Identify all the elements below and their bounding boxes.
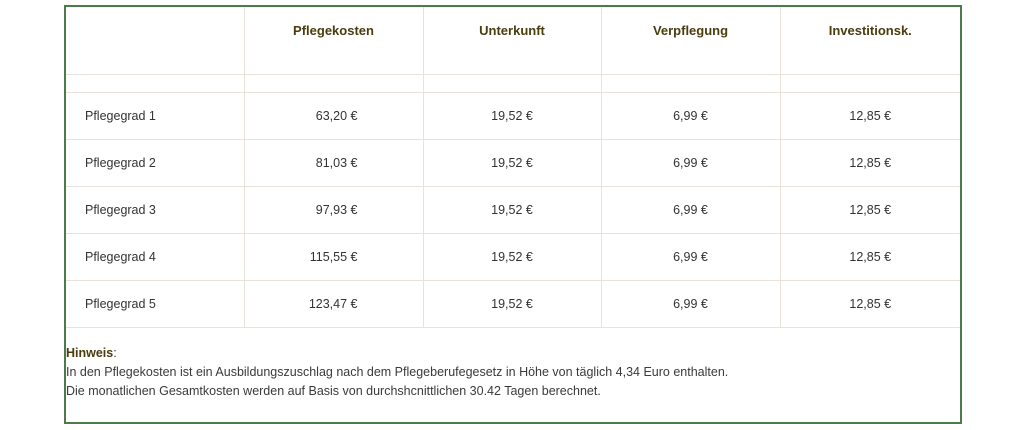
- note-colon: :: [113, 346, 117, 360]
- spacer-cell: [423, 74, 601, 92]
- table-row: [66, 280, 960, 327]
- table-row: [66, 186, 960, 233]
- spacer-cell: [601, 74, 780, 92]
- cell-investitionskosten: 12,85 €: [780, 92, 960, 139]
- cost-table: [66, 7, 960, 328]
- note-line-2: Die monatlichen Gesamtkosten werden auf Basis von durchshcnittlichen 30.42 Tagen berechnet.: [66, 384, 601, 398]
- spacer-row: [66, 74, 960, 92]
- cell-verpflegung: 6,99 €: [601, 233, 780, 280]
- cell-verpflegung: 6,99 €: [601, 139, 780, 186]
- header-pflegekosten: Pflegekosten: [244, 7, 423, 74]
- row-label: Pflegegrad 3: [66, 186, 244, 233]
- note-heading: [66, 344, 946, 363]
- cell-verpflegung: 6,99 €: [601, 186, 780, 233]
- spacer-cell: [244, 74, 423, 92]
- header-unterkunft: Unterkunft: [423, 7, 601, 74]
- note-section: [66, 344, 946, 401]
- row-label: Pflegegrad 5: [66, 280, 244, 327]
- cell-unterkunft: 19,52 €: [423, 233, 601, 280]
- header-empty: [66, 7, 244, 74]
- row-label: Pflegegrad 2: [66, 139, 244, 186]
- cell-verpflegung: 6,99 €: [601, 280, 780, 327]
- note-title: Hinweis: [66, 346, 114, 360]
- cell-unterkunft: 19,52 €: [423, 186, 601, 233]
- table-row: [66, 233, 960, 280]
- table-row: [66, 92, 960, 139]
- cell-pflegekosten: 115,55 €: [244, 233, 423, 280]
- cell-unterkunft: 19,52 €: [423, 139, 601, 186]
- cell-pflegekosten: 123,47 €: [244, 280, 423, 327]
- spacer-cell: [780, 74, 960, 92]
- note-line-1: In den Pflegekosten ist ein Ausbildungszuschlag nach dem Pflegeberufegesetz in Höhe von täglich 4,34 Euro enthalten.: [66, 365, 729, 379]
- spacer-cell: [66, 74, 244, 92]
- row-label: Pflegegrad 1: [66, 92, 244, 139]
- table-row: [66, 139, 960, 186]
- cell-verpflegung: 6,99 €: [601, 92, 780, 139]
- cell-pflegekosten: 97,93 €: [244, 186, 423, 233]
- cell-unterkunft: 19,52 €: [423, 280, 601, 327]
- row-label: Pflegegrad 4: [66, 233, 244, 280]
- pricing-panel: [64, 5, 962, 424]
- cell-unterkunft: 19,52 €: [423, 92, 601, 139]
- table-header-row: [66, 7, 960, 74]
- cell-investitionskosten: 12,85 €: [780, 186, 960, 233]
- cell-pflegekosten: 63,20 €: [244, 92, 423, 139]
- cell-investitionskosten: 12,85 €: [780, 280, 960, 327]
- cell-investitionskosten: 12,85 €: [780, 233, 960, 280]
- cell-investitionskosten: 12,85 €: [780, 139, 960, 186]
- cell-pflegekosten: 81,03 €: [244, 139, 423, 186]
- header-verpflegung: Verpflegung: [601, 7, 780, 74]
- header-investitionskosten: Investitionsk.: [780, 7, 960, 74]
